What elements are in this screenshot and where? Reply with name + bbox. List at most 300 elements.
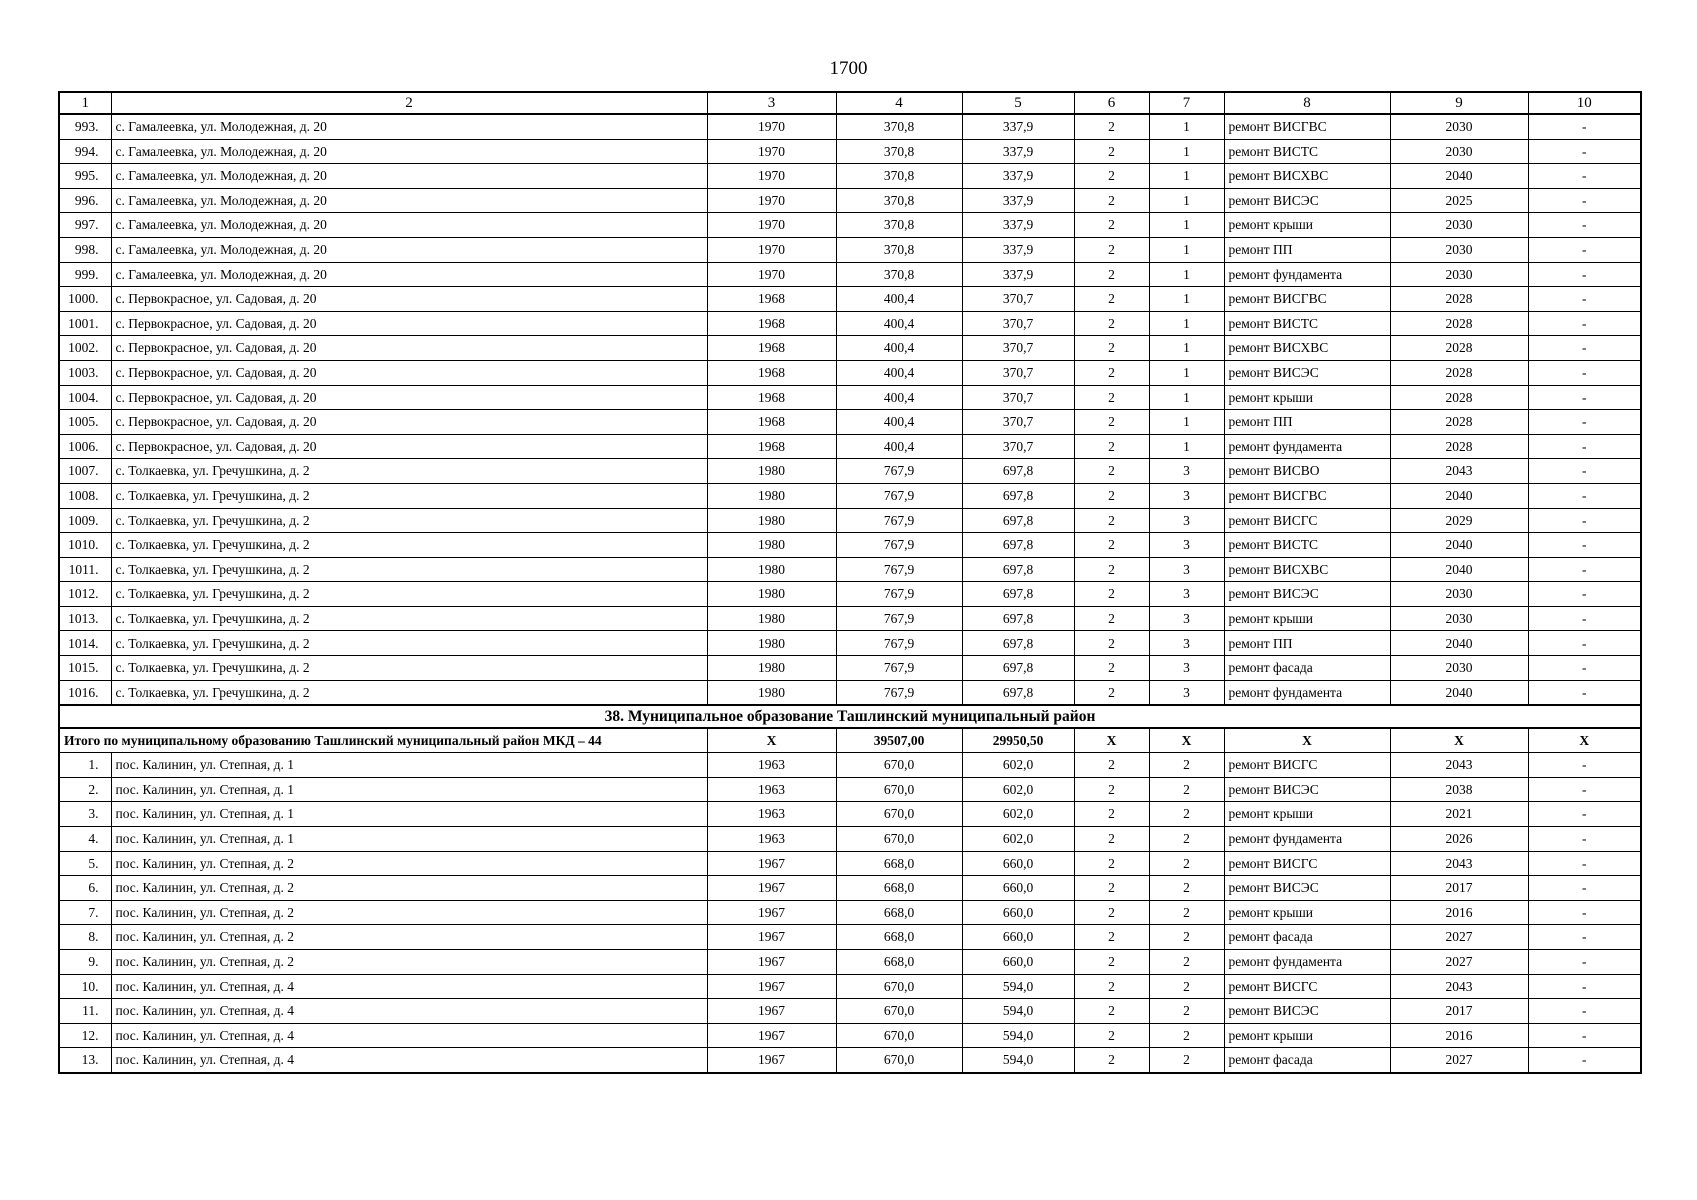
column-header-5: 5 [962,92,1074,114]
cell-planned-year: 2028 [1390,410,1528,435]
cell-address: пос. Калинин, ул. Степная, д. 2 [111,876,707,901]
cell-row-number: 999. [59,262,111,287]
cell-living-area: 697,8 [962,631,1074,656]
table-row [59,287,1641,312]
cell-planned-year: 2043 [1390,974,1528,999]
column-number-header [59,92,1641,114]
table-row [59,237,1641,262]
cell-total-area: 670,0 [836,802,962,827]
cell-total-area: 767,9 [836,680,962,705]
table-row [59,213,1641,238]
cell-row-number: 1009. [59,508,111,533]
cell-total-area: 668,0 [836,900,962,925]
cell-year-built: 1968 [707,410,836,435]
cell-entrances: 2 [1149,999,1224,1024]
cell-total-area: 668,0 [836,876,962,901]
cell-year-built: 1967 [707,999,836,1024]
total-value: Х [1528,728,1641,753]
cell-floors: 2 [1074,188,1149,213]
cell-living-area: 697,8 [962,606,1074,631]
cell-year-built: 1980 [707,483,836,508]
cell-year-built: 1970 [707,139,836,164]
table-row [59,434,1641,459]
cell-row-number: 1007. [59,459,111,484]
table-row [59,410,1641,435]
cell-living-area: 602,0 [962,777,1074,802]
cell-entrances: 1 [1149,188,1224,213]
cell-floors: 2 [1074,631,1149,656]
cell-total-area: 767,9 [836,508,962,533]
table-row [59,360,1641,385]
cell-row-number: 1005. [59,410,111,435]
cell-floors: 2 [1074,483,1149,508]
column-header-4: 4 [836,92,962,114]
column-header-8: 8 [1224,92,1390,114]
cell-entrances: 2 [1149,1048,1224,1073]
cell-address: с. Толкаевка, ул. Гречушкина, д. 2 [111,631,707,656]
cell-living-area: 697,8 [962,557,1074,582]
cell-entrances: 2 [1149,876,1224,901]
cell-year-built: 1980 [707,533,836,558]
table-row [59,680,1641,705]
cell-entrances: 3 [1149,557,1224,582]
cell-living-area: 697,8 [962,533,1074,558]
cell-row-number: 6. [59,876,111,901]
cell-entrances: 1 [1149,311,1224,336]
cell-entrances: 3 [1149,459,1224,484]
cell-entrances: 1 [1149,287,1224,312]
cell-row-number: 7. [59,900,111,925]
cell-planned-year: 2027 [1390,1048,1528,1073]
cell-total-area: 767,9 [836,459,962,484]
cell-planned-year: 2040 [1390,483,1528,508]
cell-address: с. Гамалеевка, ул. Молодежная, д. 20 [111,262,707,287]
cell-work-type: ремонт ВИСЭС [1224,876,1390,901]
cell-address: с. Гамалеевка, ул. Молодежная, д. 20 [111,139,707,164]
cell-living-area: 602,0 [962,827,1074,852]
cell-total-area: 400,4 [836,336,962,361]
cell-living-area: 370,7 [962,311,1074,336]
total-value: Х [1149,728,1224,753]
cell-planned-year: 2030 [1390,262,1528,287]
cell-year-built: 1967 [707,925,836,950]
cell-floors: 2 [1074,925,1149,950]
column-header-2: 2 [111,92,707,114]
cell-row-number: 994. [59,139,111,164]
cell-address: пос. Калинин, ул. Степная, д. 2 [111,925,707,950]
cell-address: пос. Калинин, ул. Степная, д. 4 [111,999,707,1024]
cell-total-area: 670,0 [836,999,962,1024]
cell-planned-year: 2021 [1390,802,1528,827]
cell-year-built: 1967 [707,900,836,925]
cell-work-type: ремонт ВИСТС [1224,533,1390,558]
table-row [59,925,1641,950]
table-row [59,999,1641,1024]
page-number: 1700 [829,58,868,79]
cell-address: с. Первокрасное, ул. Садовая, д. 20 [111,434,707,459]
cell-work-type: ремонт фундамента [1224,827,1390,852]
cell-address: с. Первокрасное, ул. Садовая, д. 20 [111,360,707,385]
cell-entrances: 3 [1149,533,1224,558]
cell-living-area: 660,0 [962,876,1074,901]
cell-year-built: 1980 [707,582,836,607]
cell-planned-year: 2030 [1390,237,1528,262]
cell-total-area: 670,0 [836,974,962,999]
table-row [59,631,1641,656]
cell-work-type: ремонт фундамента [1224,434,1390,459]
cell-address: с. Толкаевка, ул. Гречушкина, д. 2 [111,557,707,582]
cell-total-area: 767,9 [836,631,962,656]
cell-living-area: 337,9 [962,139,1074,164]
cell-row-number: 1010. [59,533,111,558]
cell-row-number: 1013. [59,606,111,631]
cell-address: с. Толкаевка, ул. Гречушкина, д. 2 [111,459,707,484]
cell-work-type: ремонт ВИСГС [1224,508,1390,533]
cell-total-area: 670,0 [836,753,962,778]
cell-year-built: 1963 [707,753,836,778]
table-row [59,900,1641,925]
total-value: Х [707,728,836,753]
cell-total-area: 767,9 [836,656,962,681]
cell-row-number: 1012. [59,582,111,607]
cell-living-area: 594,0 [962,974,1074,999]
table-row [59,139,1641,164]
total-value: Х [1074,728,1149,753]
cell-row-number: 9. [59,950,111,975]
cell-floors: 2 [1074,557,1149,582]
cell-floors: 2 [1074,311,1149,336]
cell-address: пос. Калинин, ул. Степная, д. 2 [111,950,707,975]
cell-address: с. Толкаевка, ул. Гречушкина, д. 2 [111,533,707,558]
cell-work-type: ремонт крыши [1224,213,1390,238]
cell-address: с. Толкаевка, ул. Гречушкина, д. 2 [111,483,707,508]
cell-planned-year: 2030 [1390,582,1528,607]
cell-floors: 2 [1074,582,1149,607]
total-value: 29950,50 [962,728,1074,753]
cell-total-area: 400,4 [836,410,962,435]
cell-floors: 2 [1074,237,1149,262]
cell-work-type: ремонт крыши [1224,900,1390,925]
cell-entrances: 1 [1149,385,1224,410]
cell-planned-year: 2030 [1390,213,1528,238]
table-row [59,827,1641,852]
cell-entrances: 2 [1149,827,1224,852]
cell-work-type: ремонт фасада [1224,1048,1390,1073]
cell-entrances: 3 [1149,631,1224,656]
cell-row-number: 1003. [59,360,111,385]
table-body [59,92,1641,1073]
cell-note: - [1528,631,1641,656]
cell-living-area: 697,8 [962,459,1074,484]
cell-floors: 2 [1074,434,1149,459]
cell-planned-year: 2043 [1390,753,1528,778]
cell-floors: 2 [1074,656,1149,681]
table-row [59,656,1641,681]
cell-year-built: 1967 [707,950,836,975]
cell-work-type: ремонт ВИСЭС [1224,582,1390,607]
cell-entrances: 2 [1149,974,1224,999]
cell-note: - [1528,164,1641,189]
cell-address: с. Толкаевка, ул. Гречушкина, д. 2 [111,508,707,533]
cell-work-type: ремонт крыши [1224,606,1390,631]
cell-row-number: 1004. [59,385,111,410]
cell-living-area: 370,7 [962,434,1074,459]
cell-floors: 2 [1074,213,1149,238]
cell-address: с. Гамалеевка, ул. Молодежная, д. 20 [111,213,707,238]
cell-note: - [1528,533,1641,558]
cell-planned-year: 2028 [1390,434,1528,459]
cell-year-built: 1967 [707,876,836,901]
cell-work-type: ремонт ВИСЭС [1224,777,1390,802]
table-row [59,459,1641,484]
cell-note: - [1528,999,1641,1024]
cell-total-area: 668,0 [836,950,962,975]
cell-note: - [1528,114,1641,139]
cell-entrances: 1 [1149,139,1224,164]
cell-living-area: 337,9 [962,188,1074,213]
cell-total-area: 670,0 [836,1048,962,1073]
cell-total-area: 400,4 [836,360,962,385]
column-header-7: 7 [1149,92,1224,114]
cell-address: с. Гамалеевка, ул. Молодежная, д. 20 [111,164,707,189]
total-row [59,728,1641,753]
cell-address: пос. Калинин, ул. Степная, д. 1 [111,753,707,778]
cell-address: с. Первокрасное, ул. Садовая, д. 20 [111,311,707,336]
cell-address: с. Толкаевка, ул. Гречушкина, д. 2 [111,582,707,607]
cell-living-area: 697,8 [962,508,1074,533]
cell-work-type: ремонт ВИСГС [1224,851,1390,876]
cell-work-type: ремонт крыши [1224,1023,1390,1048]
cell-living-area: 337,9 [962,213,1074,238]
cell-address: с. Толкаевка, ул. Гречушкина, д. 2 [111,606,707,631]
column-header-1: 1 [59,92,111,114]
cell-living-area: 602,0 [962,802,1074,827]
cell-living-area: 660,0 [962,900,1074,925]
cell-planned-year: 2027 [1390,950,1528,975]
cell-planned-year: 2040 [1390,680,1528,705]
cell-living-area: 370,7 [962,287,1074,312]
cell-entrances: 3 [1149,680,1224,705]
cell-row-number: 8. [59,925,111,950]
cell-note: - [1528,900,1641,925]
total-value: Х [1224,728,1390,753]
cell-entrances: 3 [1149,582,1224,607]
cell-note: - [1528,237,1641,262]
housing-registry-table [58,91,1642,1074]
cell-planned-year: 2028 [1390,287,1528,312]
table-row [59,753,1641,778]
cell-note: - [1528,410,1641,435]
cell-year-built: 1968 [707,287,836,312]
table-row [59,582,1641,607]
cell-year-built: 1967 [707,1023,836,1048]
cell-living-area: 370,7 [962,410,1074,435]
cell-note: - [1528,680,1641,705]
cell-planned-year: 2017 [1390,999,1528,1024]
cell-entrances: 2 [1149,950,1224,975]
cell-note: - [1528,287,1641,312]
cell-floors: 2 [1074,999,1149,1024]
table-row [59,777,1641,802]
cell-planned-year: 2038 [1390,777,1528,802]
cell-planned-year: 2040 [1390,557,1528,582]
cell-floors: 2 [1074,753,1149,778]
cell-address: пос. Калинин, ул. Степная, д. 4 [111,1048,707,1073]
cell-work-type: ремонт крыши [1224,802,1390,827]
cell-planned-year: 2027 [1390,925,1528,950]
cell-total-area: 670,0 [836,827,962,852]
cell-living-area: 370,7 [962,360,1074,385]
cell-year-built: 1970 [707,188,836,213]
cell-year-built: 1963 [707,827,836,852]
cell-living-area: 337,9 [962,237,1074,262]
cell-work-type: ремонт ВИСХВС [1224,336,1390,361]
cell-planned-year: 2017 [1390,876,1528,901]
table-row [59,1048,1641,1073]
column-header-3: 3 [707,92,836,114]
cell-address: с. Первокрасное, ул. Садовая, д. 20 [111,336,707,361]
cell-row-number: 1015. [59,656,111,681]
cell-row-number: 993. [59,114,111,139]
cell-address: пос. Калинин, ул. Степная, д. 4 [111,1023,707,1048]
cell-row-number: 998. [59,237,111,262]
cell-total-area: 668,0 [836,925,962,950]
cell-planned-year: 2030 [1390,606,1528,631]
cell-entrances: 2 [1149,925,1224,950]
cell-note: - [1528,851,1641,876]
table-row [59,188,1641,213]
cell-year-built: 1963 [707,777,836,802]
table-row [59,533,1641,558]
cell-entrances: 1 [1149,410,1224,435]
cell-floors: 2 [1074,164,1149,189]
table-row [59,802,1641,827]
cell-floors: 2 [1074,777,1149,802]
cell-note: - [1528,827,1641,852]
cell-address: с. Первокрасное, ул. Садовая, д. 20 [111,385,707,410]
cell-work-type: ремонт ВИСЭС [1224,360,1390,385]
cell-total-area: 400,4 [836,385,962,410]
cell-floors: 2 [1074,876,1149,901]
cell-total-area: 400,4 [836,311,962,336]
cell-row-number: 1014. [59,631,111,656]
cell-entrances: 1 [1149,237,1224,262]
cell-floors: 2 [1074,900,1149,925]
cell-total-area: 670,0 [836,777,962,802]
cell-address: с. Толкаевка, ул. Гречушкина, д. 2 [111,656,707,681]
cell-floors: 2 [1074,533,1149,558]
cell-note: - [1528,1048,1641,1073]
cell-total-area: 767,9 [836,483,962,508]
cell-year-built: 1970 [707,237,836,262]
cell-entrances: 1 [1149,114,1224,139]
cell-total-area: 370,8 [836,237,962,262]
cell-note: - [1528,656,1641,681]
cell-work-type: ремонт фасада [1224,925,1390,950]
cell-planned-year: 2028 [1390,385,1528,410]
cell-planned-year: 2016 [1390,1023,1528,1048]
cell-year-built: 1970 [707,164,836,189]
cell-floors: 2 [1074,508,1149,533]
cell-floors: 2 [1074,827,1149,852]
cell-note: - [1528,802,1641,827]
cell-address: пос. Калинин, ул. Степная, д. 4 [111,974,707,999]
cell-total-area: 767,9 [836,582,962,607]
cell-floors: 2 [1074,606,1149,631]
cell-note: - [1528,606,1641,631]
cell-entrances: 2 [1149,753,1224,778]
cell-row-number: 995. [59,164,111,189]
table-row [59,1023,1641,1048]
cell-row-number: 1. [59,753,111,778]
cell-row-number: 4. [59,827,111,852]
cell-total-area: 767,9 [836,557,962,582]
table-row [59,114,1641,139]
cell-row-number: 5. [59,851,111,876]
cell-entrances: 1 [1149,262,1224,287]
cell-note: - [1528,753,1641,778]
cell-note: - [1528,777,1641,802]
cell-entrances: 3 [1149,483,1224,508]
cell-note: - [1528,557,1641,582]
column-header-9: 9 [1390,92,1528,114]
cell-year-built: 1968 [707,385,836,410]
cell-planned-year: 2030 [1390,139,1528,164]
cell-planned-year: 2040 [1390,631,1528,656]
cell-year-built: 1967 [707,974,836,999]
cell-address: с. Гамалеевка, ул. Молодежная, д. 20 [111,188,707,213]
table-row [59,851,1641,876]
cell-note: - [1528,434,1641,459]
cell-note: - [1528,508,1641,533]
cell-year-built: 1963 [707,802,836,827]
cell-note: - [1528,139,1641,164]
table-row [59,164,1641,189]
cell-entrances: 2 [1149,851,1224,876]
cell-planned-year: 2028 [1390,311,1528,336]
cell-floors: 2 [1074,336,1149,361]
cell-living-area: 594,0 [962,999,1074,1024]
cell-note: - [1528,876,1641,901]
cell-total-area: 767,9 [836,533,962,558]
cell-year-built: 1980 [707,656,836,681]
cell-work-type: ремонт ВИСХВС [1224,557,1390,582]
cell-total-area: 670,0 [836,1023,962,1048]
column-header-10: 10 [1528,92,1641,114]
cell-work-type: ремонт ВИСГС [1224,753,1390,778]
cell-year-built: 1968 [707,434,836,459]
cell-floors: 2 [1074,974,1149,999]
cell-total-area: 400,4 [836,287,962,312]
cell-row-number: 1008. [59,483,111,508]
cell-floors: 2 [1074,851,1149,876]
cell-total-area: 370,8 [836,139,962,164]
cell-entrances: 1 [1149,360,1224,385]
section-title: 38. Муниципальное образование Ташлинский муниципальный район [59,705,1641,728]
cell-floors: 2 [1074,950,1149,975]
cell-note: - [1528,262,1641,287]
cell-work-type: ремонт ВИСЭС [1224,999,1390,1024]
cell-entrances: 1 [1149,213,1224,238]
cell-entrances: 1 [1149,434,1224,459]
cell-work-type: ремонт ВИСГВС [1224,483,1390,508]
cell-living-area: 697,8 [962,483,1074,508]
cell-row-number: 1006. [59,434,111,459]
table-row [59,311,1641,336]
column-header-6: 6 [1074,92,1149,114]
cell-planned-year: 2016 [1390,900,1528,925]
cell-work-type: ремонт крыши [1224,385,1390,410]
